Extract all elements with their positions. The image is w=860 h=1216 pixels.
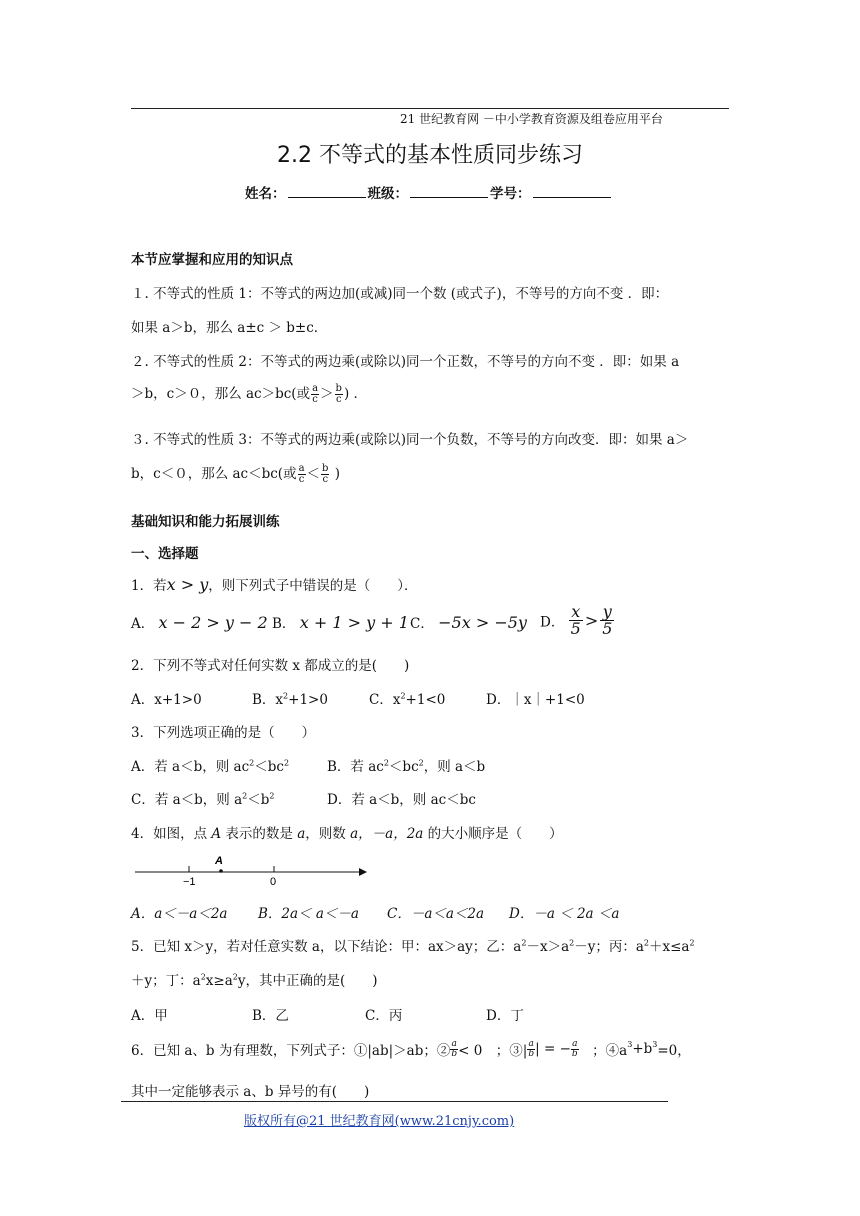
question-2-option-d: D．｜x｜+1<0	[486, 692, 585, 708]
question-1-stem	[131, 574, 417, 594]
question-3-option-c: C．若 a＜b，则 $a^2<b^2$	[131, 791, 275, 808]
header-site-text: 21 世纪教育网 －中小学教育资源及组卷应用平台	[400, 112, 663, 126]
class-label: 班级：	[367, 186, 408, 202]
tick-neg1-label: −1	[183, 876, 196, 888]
property2-fraction-b: $\frac{b}{c}$	[335, 383, 342, 405]
question-1-option-b: B． x + 1 > y + 1	[272, 613, 409, 632]
question-5-line2: ＋y；丁：$a^2x\ge a^2y$，其中正确的是( )	[131, 972, 378, 989]
question-3-option-a: A．若 a＜b，则 $ac^2<bc^2$	[131, 758, 290, 775]
q1-d-fraction-y: $\frac{y}{5}$	[602, 602, 613, 638]
question-3-option-d: D．若 a＜b，则 ac＜bc	[327, 792, 476, 808]
question-3-stem: 3．下列选项正确的是（ ）	[131, 725, 316, 741]
property3-fraction-a: $\frac{a}{c}$	[298, 463, 305, 485]
property3-line1: ３. 不等式的性质 3：不等式的两边乘(或除以)同一个负数，不等号的方向改变．即：如果 a＞	[131, 432, 689, 448]
question-5-line1: 5．已知 x＞y，若对任意实数 a，以下结论：甲：ax＞ay；乙：$a^2-x>a^2-y$；丙：$a^2+x\le a^2$	[131, 938, 695, 955]
header-rule	[131, 108, 729, 109]
question-5-option-c: C．丙	[365, 1008, 403, 1024]
question-5-option-b: B．乙	[252, 1008, 289, 1024]
q1-d-fraction-x: $\frac{x}{5}$	[570, 602, 581, 638]
tick-0-label: 0	[270, 876, 277, 888]
property3-line2	[131, 462, 340, 485]
property1-line2: 如果 a＞b，那么 a±c ＞ b±c．	[131, 320, 328, 336]
q6-fraction-2: $\frac{a}{b}$	[528, 1038, 535, 1059]
property2-op: ＞	[320, 386, 334, 402]
class-blank[interactable]	[410, 183, 488, 198]
question-1-option-c: C． −5x > −5y	[410, 613, 527, 632]
property2-line2	[131, 382, 367, 405]
point-a	[219, 869, 223, 873]
property2-post: ) ．	[343, 386, 368, 402]
number-line-arrow-icon	[359, 868, 367, 876]
property3-fraction-b: $\frac{b}{c}$	[322, 463, 329, 485]
q1-stem-math: x > y	[166, 575, 209, 594]
question-2-option-c: C．$x^2+1<0$	[369, 691, 446, 708]
q1-stem-post: ，则下列式子中错误的是（ ）．	[208, 578, 418, 594]
question-4-option-c: C．－a＜a＜2a	[387, 906, 485, 922]
number-line-figure	[131, 852, 371, 888]
training-heading: 基础知识和能力拓展训练	[131, 514, 280, 530]
question-4-stem: 4．如图，点 A 表示的数是 a，则数 a，－a，2a 的大小顺序是（ ）	[131, 826, 563, 842]
q1-stem-pre: 1．若	[131, 578, 167, 594]
q6-fraction-1: $\frac{a}{b}$	[451, 1038, 458, 1059]
property2-line1: ２. 不等式的性质 2：不等式的两边乘(或除以)同一个正数，不等号的方向不变 ．即：如果 a	[131, 354, 680, 370]
point-a-label: A	[215, 855, 223, 867]
question-6-line1: 6．已知 a、b 为有理数，下列式子：①|ab|＞ab；② $\frac{a}{b}$ < 0 ；③| $\frac{a}{b}$ | = − $\frac{a}{b}$ ；$④a^3+b^3=0$，	[131, 1038, 691, 1059]
id-blank[interactable]	[533, 183, 611, 198]
property1-line1: １. 不等式的性质 1：不等式的两边加(或减)同一个数 (或式子)，不等号的方向不变 ．即：	[131, 286, 669, 302]
question-1-option-d: D． $\frac{x}{5}$ > $\frac{y}{5}$	[540, 602, 613, 638]
question-4-option-a: A．a＜－a＜2a	[131, 906, 228, 922]
student-info	[245, 182, 613, 202]
property2-fraction-a: $\frac{a}{c}$	[312, 383, 319, 405]
property3-op: ＜	[306, 466, 321, 482]
question-5-option-d: D．丁	[486, 1008, 524, 1024]
question-4-option-d: D．－a ＜ 2a ＜a	[509, 906, 620, 922]
question-6-line2: 其中一定能够表示 a、b 异号的有( )	[131, 1084, 370, 1100]
property3-text: b，c＜０，那么 ac＜bc(或	[131, 466, 297, 482]
property3-post: )	[330, 466, 341, 482]
question-4-option-b: B．2a＜ a＜－a	[258, 906, 359, 922]
question-3-option-b: B．若 $ac^2<bc^2$，则 a＜b	[327, 758, 486, 775]
footer-rule	[121, 1101, 668, 1102]
question-2-stem: 2．下列不等式对任何实数 x 都成立的是( )	[131, 658, 410, 674]
property2-text: ＞b，c＞０，那么 ac＞bc(或	[131, 386, 311, 402]
name-blank[interactable]	[288, 183, 366, 198]
footer-copyright-link[interactable]: 版权所有@21 世纪教育网(www.21cnjy.com)	[244, 1114, 515, 1129]
name-label: 姓名：	[245, 186, 286, 202]
question-2-option-b: B．$x^2+1>0$	[252, 691, 328, 708]
question-2-option-a: A．x+1>0	[131, 692, 202, 708]
question-5-option-a: A．甲	[131, 1008, 168, 1024]
id-label: 学号：	[490, 186, 531, 202]
section1-heading: 一、选择题	[131, 546, 199, 562]
question-1-option-a: A． x − 2 > y − 2	[131, 613, 268, 632]
q6-fraction-3: $\frac{a}{b}$	[571, 1038, 578, 1059]
page-title: 2.2 不等式的基本性质同步练习	[277, 143, 583, 168]
knowledge-heading: 本节应掌握和应用的知识点	[131, 252, 293, 268]
